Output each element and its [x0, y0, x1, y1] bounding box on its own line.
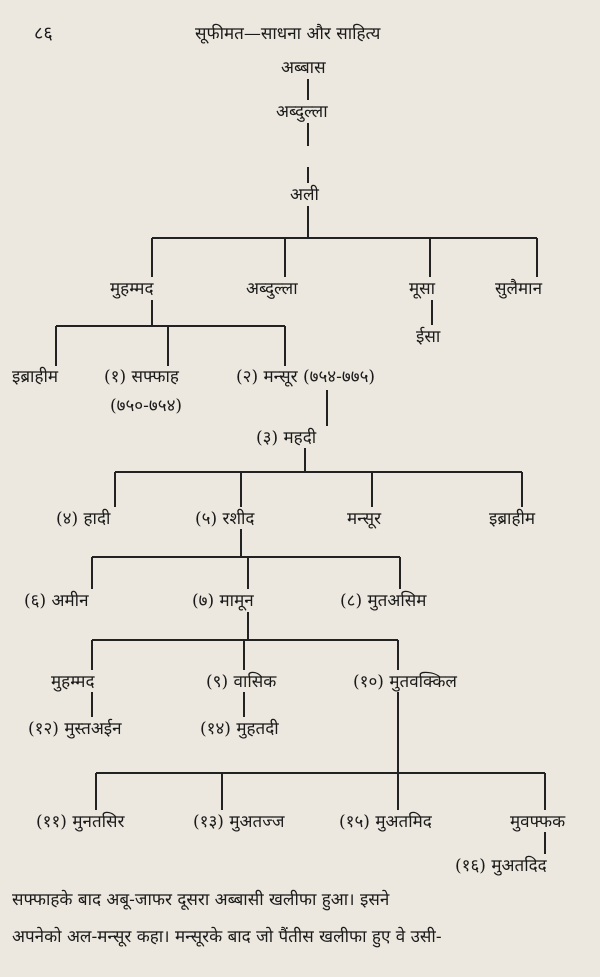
node-saffah: (१) सफ्फाह — [104, 367, 179, 387]
node-isa: ईसा — [416, 327, 441, 347]
node-mansur-2: मन्सूर — [347, 509, 382, 529]
node-ali: अली — [290, 185, 319, 205]
node-ibrahim-1: इब्राहीम — [12, 367, 59, 387]
paragraph-line: सफ्फाहके बाद अबू-जाफर दूसरा अब्बासी खलीफा हुआ। इसने — [12, 890, 390, 910]
node-mutadid: (१६) मुअतदिद — [455, 856, 547, 876]
page-number: ८६ — [34, 23, 53, 44]
node-mutazz: (१३) मुअतज्ज — [193, 812, 285, 832]
paragraph-line: अपनेको अल-मन्सूर कहा। मन्सूरके बाद जो पैंतीस खलीफा हुए वे उसी- — [12, 927, 442, 947]
node-mahdi: (३) महदी — [256, 428, 317, 448]
node-mutawakkil: (१०) मुतवक्किल — [353, 672, 457, 692]
node-musa: मूसा — [409, 279, 436, 299]
node-abdullah: अब्दुल्ला — [246, 279, 298, 299]
node-hadi: (४) हादी — [56, 509, 111, 529]
node-wasiq: (९) वासिक — [206, 672, 277, 692]
node-muhammad-2: मुहम्मद — [51, 672, 95, 692]
saffah-years: (७५०-७५४) — [110, 396, 183, 416]
running-title: सूफीमत—साधना और साहित्य — [195, 24, 381, 44]
node-muhtadi: (१४) मुहतदी — [200, 719, 279, 739]
node-mutasim: (८) मुतअसिम — [340, 591, 427, 611]
node-muhammad: मुहम्मद — [110, 279, 154, 299]
node-rashid: (५) रशीद — [195, 509, 255, 529]
node-abdullah-top: अब्दुल्ला — [276, 102, 328, 122]
node-amin: (६) अमीन — [24, 591, 89, 611]
node-mutamid: (१५) मुअतमिद — [339, 812, 432, 832]
node-abbas: अब्बास — [281, 58, 326, 78]
node-mansur: (२) मन्सूर (७५४-७७५) — [236, 367, 376, 387]
node-mustain: (१२) मुस्तअईन — [28, 719, 122, 739]
node-muwaffaq: मुवफ्फक — [510, 812, 566, 832]
node-mamun: (७) मामून — [192, 591, 254, 611]
node-muntasir: (११) मुनतसिर — [36, 812, 125, 832]
node-sulaiman: सुलैमान — [495, 279, 543, 299]
node-ibrahim-2: इब्राहीम — [489, 509, 536, 529]
